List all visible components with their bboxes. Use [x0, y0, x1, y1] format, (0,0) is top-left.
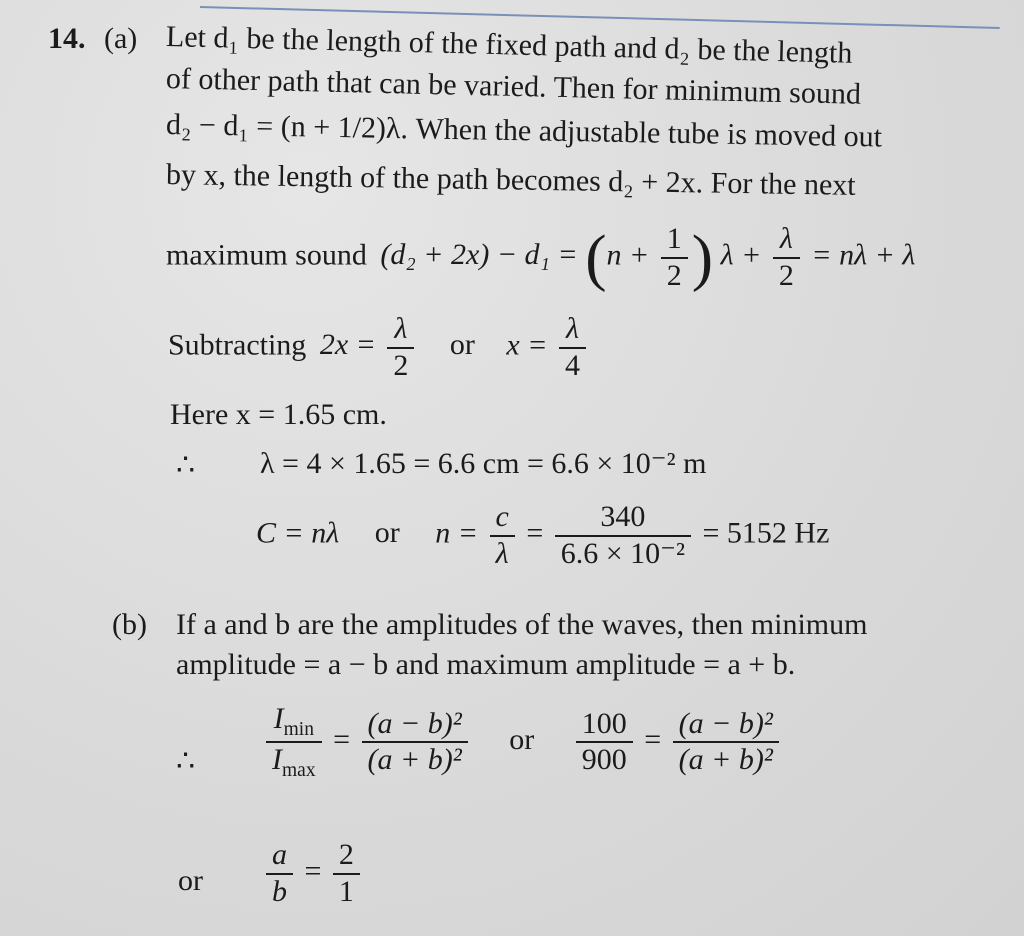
- lambda-half-den: 2: [773, 257, 800, 294]
- max-sound-mid: λ +: [720, 238, 762, 272]
- subtract-f1-den: 2: [387, 347, 414, 384]
- max-sound-prefix: maximum sound: [166, 238, 367, 272]
- max-sound-n: n +: [606, 238, 650, 272]
- subtract-fraction-2: [559, 312, 586, 383]
- i-max: [266, 741, 322, 782]
- final-1: 1: [333, 873, 360, 910]
- final-ratio-equation: [262, 838, 364, 909]
- final-eq: =: [304, 854, 322, 888]
- c-frac2-num: 340: [600, 500, 646, 533]
- a-over-b-fraction: [266, 838, 293, 909]
- half-fraction: [661, 222, 688, 293]
- subtract-f1-num: λ: [394, 312, 408, 345]
- i-max-symbol: I: [272, 743, 282, 777]
- ratio-num: 100: [581, 706, 627, 740]
- final-a: a: [272, 838, 287, 871]
- c-frac2-den: 6.6 × 10⁻²: [555, 535, 691, 572]
- max-sound-equation: [166, 222, 915, 293]
- amp-den: (a + b)²: [362, 741, 468, 778]
- subtract-f2-num: λ: [565, 312, 579, 345]
- i-min-symbol: I: [273, 702, 284, 735]
- part-a-line-4: by x, the length of the path becomes d₂ + 2x. For the next: [165, 158, 856, 202]
- subtracting-x: x =: [506, 328, 548, 362]
- ratio-fraction: [576, 707, 633, 778]
- lambda-half-num: λ: [779, 222, 793, 255]
- part-a-line-1: Let d₁ be the length of the fixed path and d₂ be the length: [165, 20, 853, 70]
- lambda-line: λ = 4 × 1.65 = 6.6 cm = 6.6 × 10⁻² m: [260, 447, 707, 480]
- subtracting-lhs: 2x =: [319, 328, 376, 362]
- max-sound-rhs: = nλ + λ: [811, 238, 916, 272]
- subtract-fraction-1: [387, 312, 414, 383]
- part-b-line-1: If a and b are the amplitudes of the waves, then minimum: [176, 608, 868, 641]
- amp-num: (a − b)²: [367, 706, 462, 740]
- ratio-den: 900: [576, 741, 633, 778]
- amp2-num: (a − b)²: [678, 706, 773, 740]
- intensity-or: or: [509, 723, 535, 757]
- intensity-fraction: [266, 702, 322, 782]
- c-line-n: n =: [435, 516, 478, 550]
- c-line-lhs: C = nλ: [256, 516, 340, 550]
- frequency-equation: [256, 500, 829, 571]
- c-eq: =: [526, 516, 544, 550]
- amplitude-fraction: [362, 707, 468, 778]
- i-max-subscript: max: [282, 760, 316, 782]
- c-frac-den: λ: [490, 535, 515, 572]
- part-a-line-3: d₂ − d₁ = (n + 1/2)λ. When the adjustable tube is moved out: [165, 108, 883, 154]
- i-min: [266, 702, 322, 741]
- lambda-half-fraction: [773, 222, 800, 293]
- amplitude-fraction-2: [673, 707, 779, 778]
- therefore-symbol-a: ∴: [176, 449, 196, 482]
- c-line-or: or: [374, 516, 400, 550]
- amp2-den: (a + b)²: [673, 741, 779, 778]
- final-or: or: [178, 864, 203, 897]
- part-a-line-2: of other path that can be varied. Then for minimum sound: [165, 62, 862, 111]
- half-den: 2: [661, 257, 688, 294]
- problem-number: 14.: [48, 22, 86, 55]
- subtracting-label: Subtracting: [168, 328, 307, 362]
- intensity-eq-1: =: [333, 723, 350, 757]
- c-frac-num: c: [495, 500, 509, 533]
- two-over-one-fraction: [333, 838, 360, 909]
- left-paren: (: [585, 221, 607, 293]
- final-b: b: [266, 873, 293, 910]
- c-over-lambda-fraction: [490, 500, 515, 571]
- half-num: 1: [666, 222, 682, 255]
- subtracting-equation: [168, 312, 590, 383]
- c-result: = 5152 Hz: [702, 516, 830, 550]
- max-sound-lhs: (d₂ + 2x) − d₁ =: [380, 238, 578, 272]
- i-min-subscript: min: [283, 718, 314, 740]
- subtracting-or: or: [449, 328, 475, 362]
- final-2: 2: [338, 838, 354, 871]
- part-a-label: (a): [104, 22, 138, 55]
- numeric-fraction: [555, 500, 691, 571]
- part-b-line-2: amplitude = a − b and maximum amplitude = a + b.: [176, 648, 796, 681]
- here-x-line: Here x = 1.65 cm.: [170, 398, 387, 431]
- right-paren: ): [691, 221, 714, 293]
- therefore-symbol-b: ∴: [176, 745, 196, 778]
- intensity-eq-2: =: [644, 723, 662, 757]
- intensity-ratio-equation: [262, 702, 783, 782]
- subtract-f2-den: 4: [559, 347, 586, 384]
- part-b-label: (b): [112, 608, 147, 641]
